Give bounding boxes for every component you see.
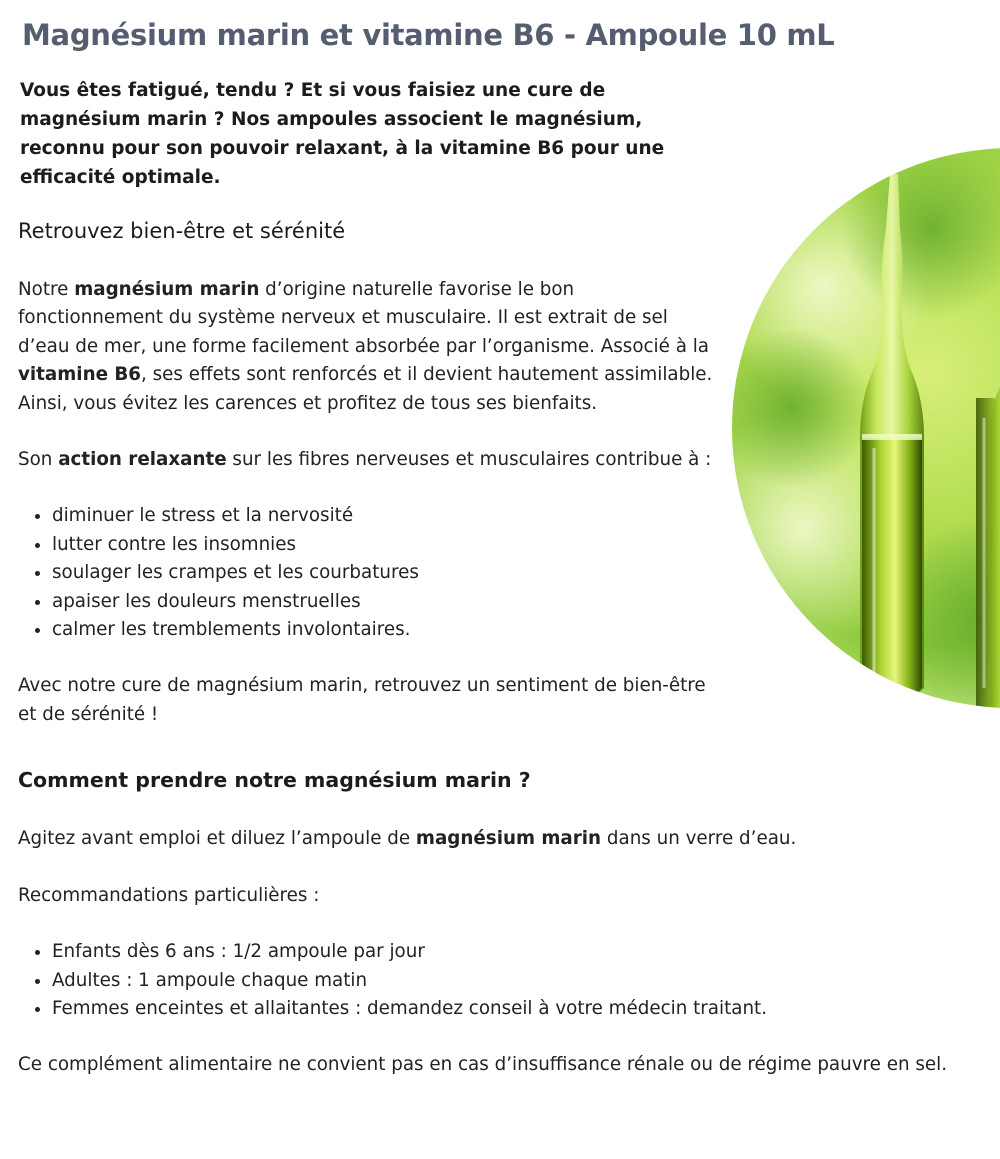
list-item: • Femmes enceintes et allaitantes : demandez conseil à votre médecin traitant. [52,995,993,1023]
text-segment: Notre [18,279,75,300]
paragraph-contraindication: Ce complément alimentaire ne convient pas en cas d’insuffisance rénale ou de régime pauvre en sel. [18,1054,948,1076]
bold-magnesium-marin: magnésium marin [415,828,602,850]
list-item: • Adultes : 1 ampoule chaque matin [52,967,993,995]
list-item: • Enfants dès 6 ans : 1/2 ampoule par jour [52,938,993,966]
paragraph-recommendations-label: Recommandations particulières : [18,884,320,906]
list-item: • lutter contre les insomnies [52,531,993,559]
list-item: • calmer les tremblements involontaires. [52,616,993,644]
paragraph-usage-instructions [18,825,993,853]
bold-vitamine-b6: vitamine B6 [18,364,142,386]
paragraph-magnesium-origin [18,276,713,418]
description-content [18,214,993,1080]
paragraph-action-relaxante [18,446,713,474]
intro-paragraph: Vous êtes fatigué, tendu ? Et si vous faisiez une cure de magnésium marin ? Nos ampoules associent le magnésium, reconnu pour son pouvoir relaxant, à la vitamine B6 pour une efficacité optimale. [20,80,665,188]
section-heading-bienetre: Retrouvez bien-être et sérénité [18,219,346,243]
paragraph-conclusion: Avec notre cure de magnésium marin, retrouvez un sentiment de bien-être et de sérénité ! [18,675,706,725]
page-title: Magnésium marin et vitamine B6 - Ampoule 10 mL [22,18,835,52]
text-segment: dans un verre d’eau. [601,828,797,850]
text-segment: Son [18,449,59,471]
text-segment: d’origine naturelle favorise le bon fonctionnement du système nerveux et musculaire. Il est extrait de sel d’eau de mer, une forme facilement absorbée par l’organisme. Associé à la [18,279,709,357]
benefits-list [18,502,993,644]
dosage-list [18,938,993,1023]
text-segment: , ses effets sont renforcés et il devient hautement assimilable. Ainsi, vous évitez les carences et profitez de tous ses bienfaits. [18,364,713,414]
bold-magnesium-marin: magnésium marin [74,279,260,300]
section-heading-usage: Comment prendre notre magnésium marin ? [18,768,531,793]
text-segment: Agitez avant emploi et diluez l’ampoule de [18,828,416,850]
text-segment: sur les fibres nerveuses et musculaires contribue à : [226,449,712,471]
list-item: • soulager les crampes et les courbatures [52,559,993,587]
list-item: • diminuer le stress et la nervosité [52,502,993,530]
list-item: • apaiser les douleurs menstruelles [52,588,993,616]
bold-action-relaxante: action relaxante [58,449,227,471]
